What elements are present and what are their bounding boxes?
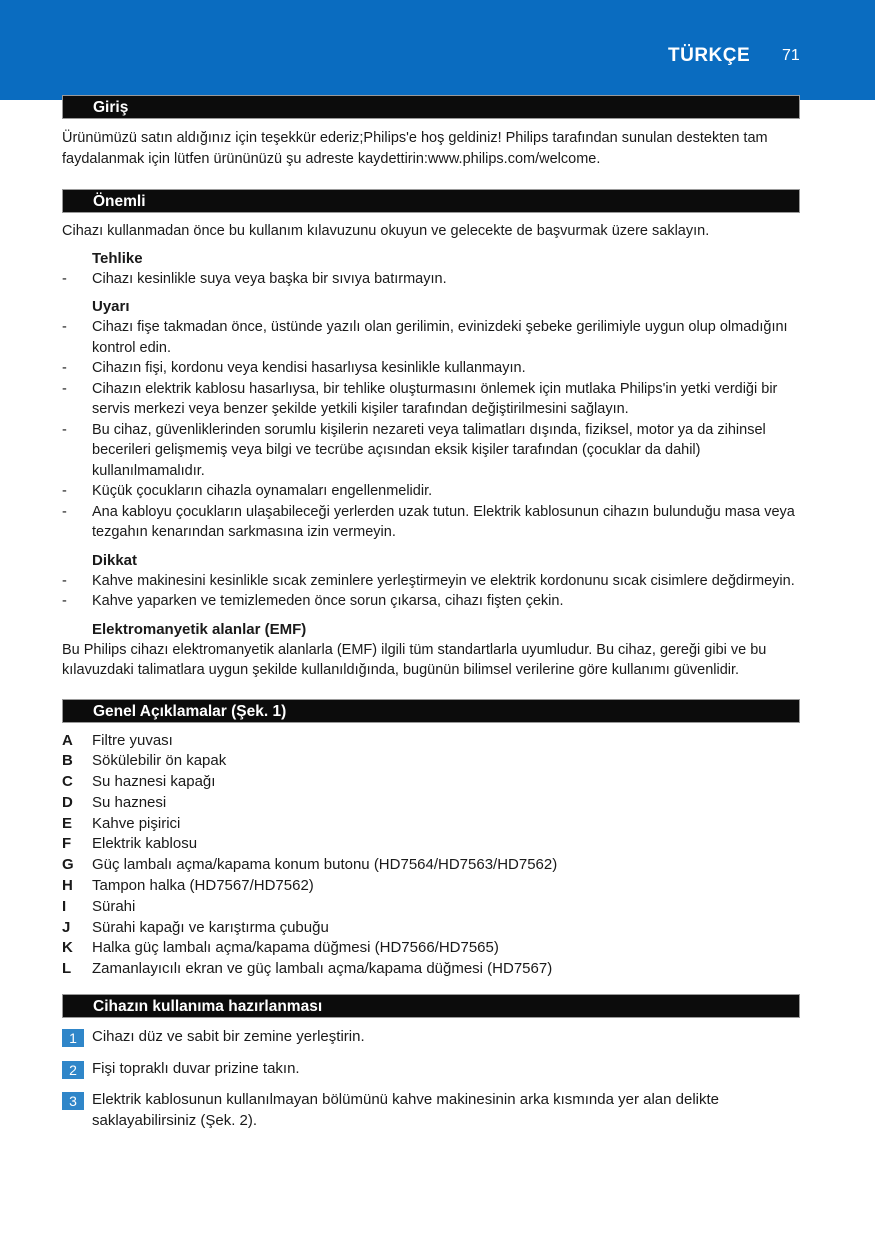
section-heading-genel: Genel Açıklamalar (Şek. 1): [62, 699, 800, 723]
step-item: [62, 1027, 800, 1048]
language-label: TÜRKÇE: [668, 45, 751, 66]
bullet-item: [62, 358, 800, 379]
bullet-text: Cihazın elektrik kablosu hasarlıysa, bir tehlike oluşturmasını önlemek için mutlaka Philips'in yetki verdiği bir servis merkezi veya benzer şekilde yetkili kişiler tarafından değiştirilmesini sağlayın.: [92, 380, 778, 417]
bullet-item: [62, 317, 800, 358]
page-number: 71: [782, 47, 800, 64]
bullet-dash: -: [62, 360, 67, 376]
bullet-text: Kahve makinesini kesinlikle sıcak zeminlere yerleştirmeyin ve elektrik kordonunu sıcak cisimlere değdirmeyin.: [92, 572, 795, 589]
part-letter: L: [62, 960, 72, 978]
bullet-text: Cihazı kesinlikle suya veya başka bir sıvıya batırmayın.: [92, 270, 447, 287]
emf-heading: Elektromanyetik alanlar (EMF): [92, 620, 307, 638]
part-text: Sökülebilir ön kapak: [92, 752, 227, 770]
part-item: [62, 814, 800, 835]
part-text: Filtre yuvası: [92, 731, 173, 749]
part-item: [62, 855, 800, 876]
bullet-text: Bu cihaz, güvenliklerinden sorumlu kişilerin nezareti veya talimatları dışında, fiziksel, motor ya da zihinsel becerileri gelişmemiş veya bilgi ve tecrübe açısından eksik kişiler tarafından (çocuklar da dahil) kullanılmamalıdır.: [92, 421, 766, 479]
step-text: Elektrik kablosunun kullanılmayan bölümünü kahve makinesinin arka kısmında yer alan delikte saklayabilirsiniz (Şek. 2).: [92, 1091, 719, 1129]
part-letter: F: [62, 835, 72, 853]
uyari-heading: Uyarı: [92, 298, 130, 315]
part-letter: E: [62, 814, 73, 832]
part-item: [62, 751, 800, 772]
part-text: Sürahi: [92, 897, 136, 915]
tehlike-list: [62, 269, 800, 290]
uyari-list: [62, 317, 800, 543]
bullet-item: [62, 269, 800, 290]
bullet-dash: -: [62, 380, 67, 397]
steps-list: [62, 1027, 800, 1131]
bullet-item: [62, 502, 800, 543]
step-item: [62, 1090, 800, 1131]
part-item: [62, 731, 800, 752]
bullet-dash: -: [62, 319, 67, 335]
part-item: [62, 897, 800, 918]
part-letter: C: [62, 773, 73, 791]
dikkat-list: [62, 571, 800, 612]
part-letter: I: [62, 897, 67, 915]
emf-paragraph: Bu Philips cihazı elektromanyetik alanlarla (EMF) ilgili tüm standartlarla uyumludur. Bu cihaz, gereği gibi ve bu kılavuzdaki talimatlara uygun şekilde kullanıldığında, bugünün bilimsel verilerine göre kullanımı güvenlidir.: [62, 641, 767, 678]
step-number-badge: 2: [62, 1061, 84, 1079]
part-text: Sürahi kapağı ve karıştırma çubuğu: [92, 918, 329, 936]
parts-list: [62, 731, 800, 981]
part-item: [62, 772, 800, 793]
part-text: Su haznesi: [92, 793, 167, 811]
step-text: Cihazı düz ve sabit bir zemine yerleştirin.: [92, 1028, 365, 1046]
bullet-item: [62, 420, 800, 482]
part-letter: K: [62, 939, 73, 957]
part-text: Elektrik kablosu: [92, 835, 198, 853]
bullet-text: Kahve yaparken ve temizlemeden önce sorun çıkarsa, cihazı fişten çekin.: [92, 593, 564, 609]
part-item: [62, 834, 800, 855]
bullet-text: Cihazı fişe takmadan önce, üstünde yazılı olan gerilimin, evinizdeki şebeke gerilimiyle uygun olup olmadığını kontrol edin.: [92, 319, 788, 356]
dikkat-heading: Dikkat: [92, 551, 138, 569]
intro-paragraph: Ürünümüzü satın aldığınız için teşekkür ederiz;Philips'e hoş geldiniz! Philips tarafından sunulan destekten tam faydalanmak için lütfen ürününüzü şu adreste kaydettirin:www.philips.com/welcome.: [62, 130, 768, 167]
bullet-text: Ana kabloyu çocukların ulaşabileceği yerlerden uzak tutun. Elektrik kablosunun cihazın bulunduğu masa veya tezgahın kenarından sarkmasına izin vermeyin.: [92, 503, 795, 540]
bullet-dash: -: [62, 503, 67, 520]
step-number-badge: 1: [62, 1029, 84, 1047]
part-text: Güç lambalı açma/kapama konum butonu (HD7564/HD7563/HD7562): [92, 856, 558, 874]
part-text: Tampon halka (HD7567/HD7562): [92, 877, 314, 895]
part-letter: J: [62, 918, 71, 936]
step-item: [62, 1059, 800, 1080]
part-letter: A: [62, 731, 73, 749]
part-text: Zamanlayıcılı ekran ve güç lambalı açma/kapama düğmesi (HD7567): [92, 960, 553, 978]
step-number-badge: 3: [62, 1092, 84, 1110]
bullet-item: [62, 591, 800, 612]
bullet-dash: -: [62, 572, 67, 589]
part-text: Kahve pişirici: [92, 814, 181, 832]
section-heading-hazirlama: Cihazın kullanıma hazırlanması: [62, 994, 800, 1018]
bullet-dash: -: [62, 483, 67, 499]
bullet-item: [62, 379, 800, 420]
page-header-bar: [0, 0, 875, 100]
tehlike-heading: Tehlike: [92, 249, 143, 267]
part-letter: G: [62, 856, 74, 874]
part-item: [62, 918, 800, 939]
part-letter: H: [62, 877, 73, 895]
bullet-item: [62, 481, 800, 502]
part-text: Halka güç lambalı açma/kapama düğmesi (HD7566/HD7565): [92, 939, 499, 957]
bullet-item: [62, 571, 800, 592]
section-heading-onemli: Önemli: [62, 189, 800, 213]
page-content: [62, 95, 800, 1131]
part-item: [62, 938, 800, 959]
part-item: [62, 793, 800, 814]
part-text: Su haznesi kapağı: [92, 773, 216, 791]
part-letter: B: [62, 752, 73, 770]
bullet-text: Küçük çocukların cihazla oynamaları engellenmelidir.: [92, 483, 433, 499]
part-item: [62, 959, 800, 980]
section-heading-giris: Giriş: [62, 95, 800, 119]
bullet-dash: -: [62, 270, 67, 287]
bullet-dash: -: [62, 593, 67, 609]
bullet-dash: -: [62, 421, 67, 438]
step-text: Fişi topraklı duvar prizine takın.: [92, 1059, 300, 1077]
onemli-intro: Cihazı kullanmadan önce bu kullanım kılavuzunu okuyun ve gelecekte de başvurmak üzere saklayın.: [62, 223, 710, 239]
part-letter: D: [62, 793, 73, 811]
bullet-text: Cihazın fişi, kordonu veya kendisi hasarlıysa kesinlikle kullanmayın.: [92, 360, 526, 376]
part-item: [62, 876, 800, 897]
